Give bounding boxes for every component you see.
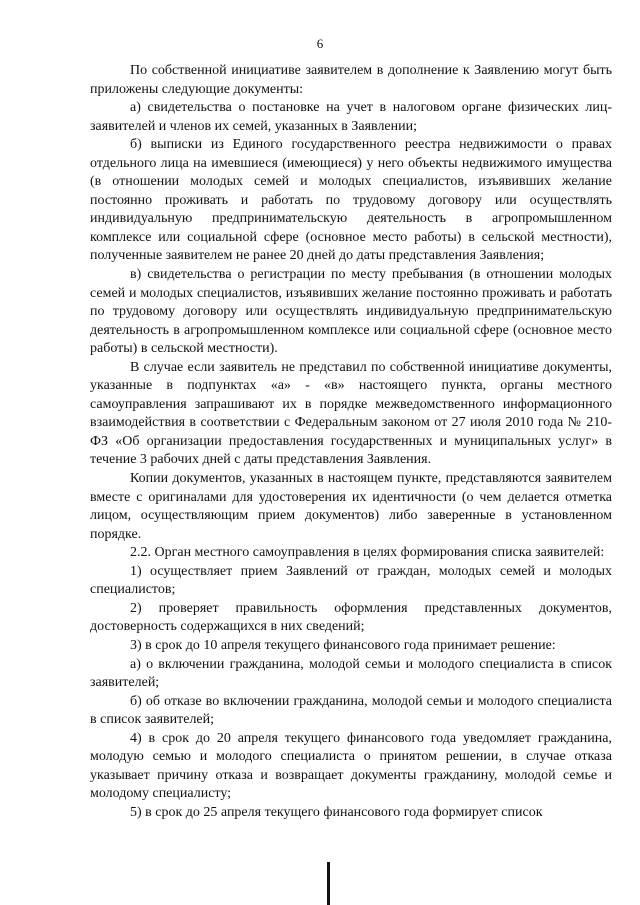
paragraph-step-2: 2) проверяет правильность оформления представленных документов, достоверность содержащихся в них сведений; (90, 600, 612, 635)
paragraph-intro: По собственной инициативе заявителем в дополнение к Заявлению могут быть приложены следующие документы: (90, 63, 612, 97)
paragraph-step-5: 5) в срок до 25 апреля текущего финансового года формирует список (130, 804, 543, 820)
paragraph-step-3-b: б) об отказе во включении гражданина, молодой семьи и молодого специалиста в список заявителей; (90, 693, 612, 728)
binding-mark (327, 862, 330, 905)
paragraph-item-a: а) свидетельства о постановке на учет в налоговом органе физических лиц-заявителей и членов их семей, указанных в Заявлении; (90, 100, 612, 134)
paragraph-copies: Копии документов, указанных в настоящем пункте, представляются заявителем вместе с оригиналами для удостоверения их идентичности (о чем делается отметка лицом, осуществляющим прием документов) либо заверенные в установленном порядке. (90, 471, 612, 542)
document-body (90, 62, 612, 822)
paragraph-step-1: 1) осуществляет прием Заявлений от граждан, молодых семей и молодых специалистов; (90, 563, 612, 598)
paragraph-section-2-2: 2.2. Орган местного самоуправления в целях формирования списка заявителей: (130, 545, 605, 561)
paragraph-step-4: 4) в срок до 20 апреля текущего финансового года уведомляет гражданина, молодую семью и молодого специалиста о принятом решении, в случае отказа указывает причину отказа и возвращает документы гражданину, молодой семье и молодому специалисту; (90, 730, 612, 802)
paragraph-item-v: в) свидетельства о регистрации по месту пребывания (в отношении молодых семей и молодых специалистов, изъявивших желание постоянно проживать и работать по трудовому договору или осуществлять индивидуальную предпринимательскую деятельность в агропромышленном комплексе или социальной сфере (основное место работы) в сельской местности). (90, 267, 612, 357)
paragraph-item-b: б) выписки из Единого государственного реестра недвижимости о правах отдельного лица на имевшиеся (имеющиеся) у него объекты недвижимого имущества (в отношении молодых семей и молодых специалистов, изъявивших желание постоянно проживать и работать по трудовому договору или осуществлять индивидуальную предпринимательскую деятельность в агропромышленном комплексе или социальной сфере (основное место работы) в сельской местности), полученные заявителем не ранее 20 дней до даты представления Заявления; (90, 137, 612, 264)
paragraph-step-3-a: а) о включении гражданина, молодой семьи и молодого специалиста в список заявителей; (90, 656, 612, 691)
page-number: 6 (316, 36, 324, 51)
paragraph-interagency-request: В случае если заявитель не представил по собственной инициативе документы, указанные в подпунктах «а» - «в» настоящего пункта, органы местного самоуправления запрашивают их в порядке межведомственного информационного взаимодействия в соответствии с Федеральным законом от 27 июля 2010 года № 210-ФЗ «Об организации предоставления государственных и муниципальных услуг» в течение 3 рабочих дней с даты представления Заявления. (90, 359, 612, 468)
paragraph-step-3: 3) в срок до 10 апреля текущего финансового года принимает решение: (130, 637, 556, 653)
